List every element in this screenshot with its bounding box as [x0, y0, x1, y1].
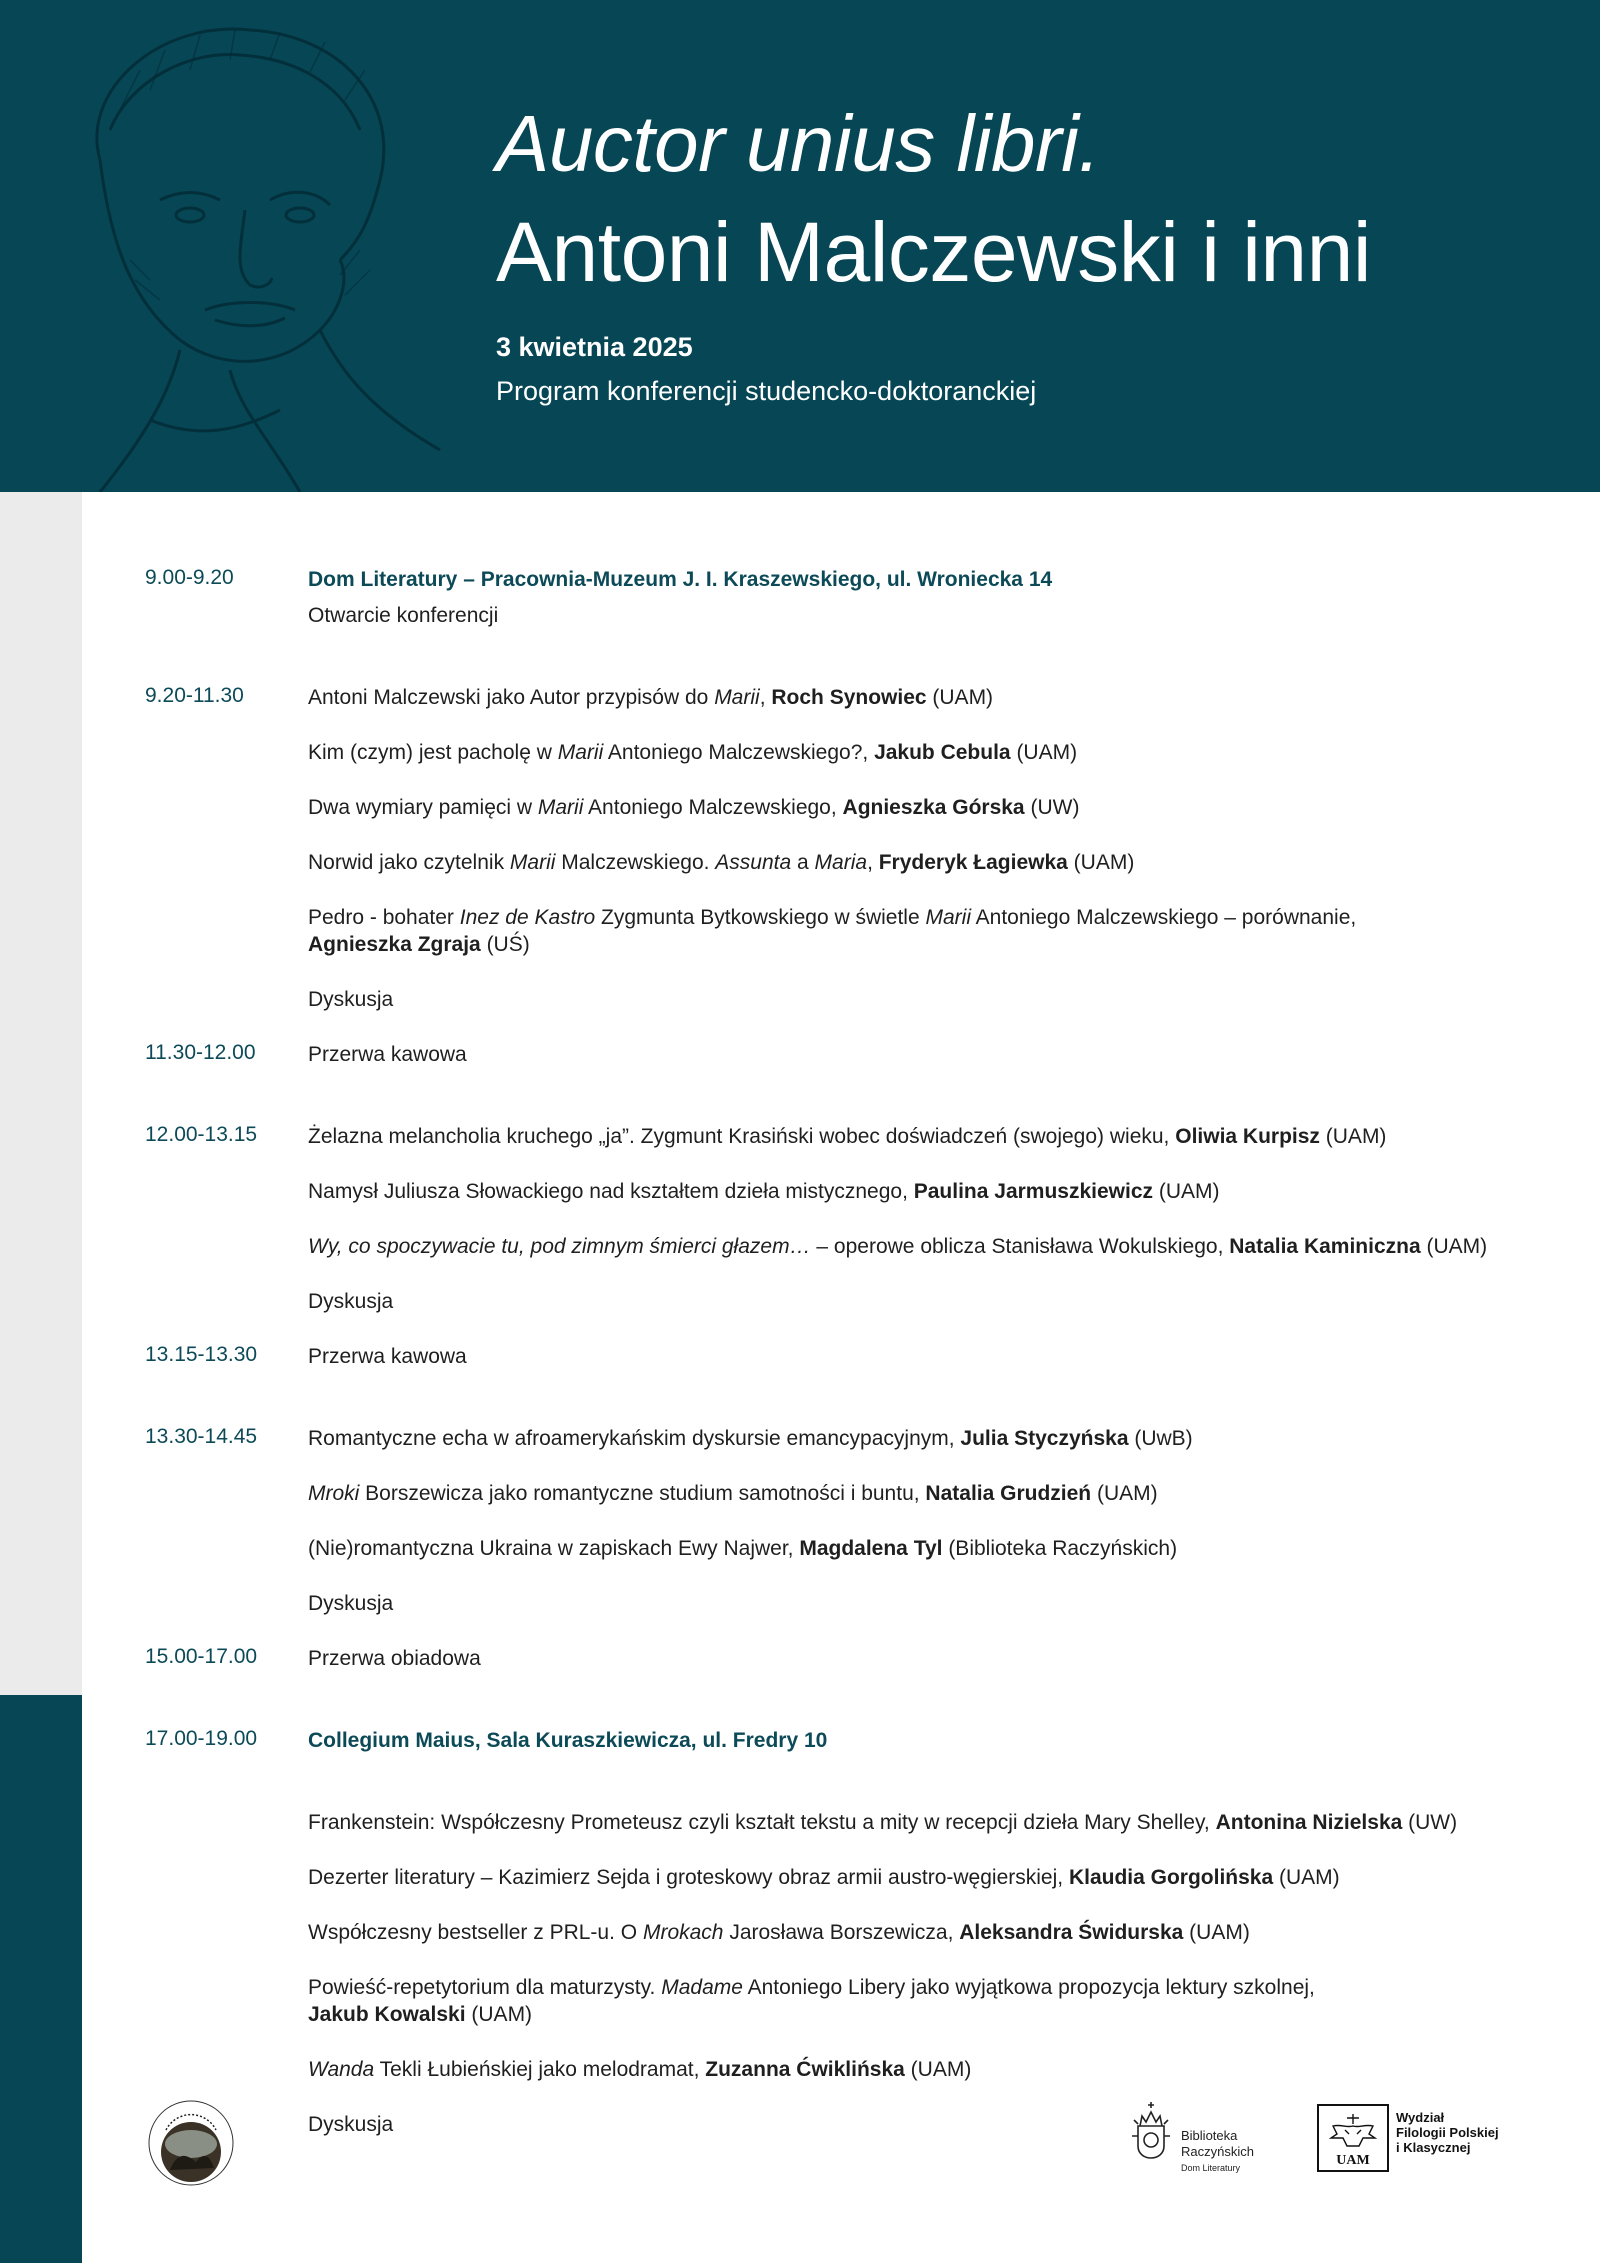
talk-item: Antoni Malczewski jako Autor przypisów do Marii, Roch Synowiec (UAM) — [308, 686, 994, 709]
venue-heading: Dom Literatury – Pracownia-Muzeum J. I. Kraszewskiego, ul. Wroniecka 14 — [308, 568, 1053, 591]
slot-time: 13.15-13.30 — [145, 1343, 258, 1366]
talk-item: Norwid jako czytelnik Marii Malczewskiego. Assunta a Maria, Fryderyk Łagiewka (UAM) — [308, 851, 1135, 874]
eagle-icon — [1319, 2106, 1387, 2170]
talk-item: Żelazna melancholia kruchego „ja”. Zygmunt Krasiński wobec doświadczeń (swojego) wieku, Oliwia Kurpisz (UAM) — [308, 1125, 1387, 1148]
uam-logo — [1317, 2104, 1389, 2172]
break-item: Przerwa obiadowa — [308, 1647, 481, 1670]
slot-time: 11.30-12.00 — [145, 1041, 256, 1064]
speaker-name: Agnieszka Zgraja — [308, 933, 481, 956]
portrait-illustration — [40, 10, 460, 492]
header-banner — [0, 0, 1600, 492]
talk-item: (Nie)romantyczna Ukraina w zapiskach Ewy Najwer, Magdalena Tyl (Biblioteka Raczyńskich) — [308, 1537, 1178, 1560]
kolo-naukowe-logo — [148, 2100, 234, 2186]
talk-item: Wy, co spoczywacie tu, pod zimnym śmierci głazem… – operowe oblicza Stanisława Wokulskiego, Natalia Kaminiczna (UAM) — [308, 1235, 1488, 1258]
event-date: 3 kwietnia 2025 — [496, 332, 693, 362]
slot-time: 12.00-13.15 — [145, 1123, 258, 1146]
schedule-slot — [82, 1727, 1582, 2138]
talk-item: Pedro - bohater Inez de Kastro Zygmunta Bytkowskiego w świetle Marii Antoniego Malczewskiego – porównanie, Agnieszka Zgraja (UŚ) — [308, 906, 1357, 956]
program-item: Otwarcie konferencji — [308, 604, 499, 627]
talk-item: Mroki Borszewicza jako romantyczne studium samotności i buntu, Natalia Grudzień (UAM) — [308, 1482, 1158, 1505]
discussion-item: Dyskusja — [308, 1592, 394, 1615]
discussion-item: Dyskusja — [308, 2113, 394, 2136]
svg-text:UAM: UAM — [1336, 2153, 1370, 2168]
speaker-name: Aleksandra Świdurska — [959, 1921, 1184, 1944]
talk-item: Frankenstein: Współczesny Prometeusz czyli kształt tekstu a mity w recepcji dzieła Mary Shelley, Antonina Nizielska (UW) — [308, 1811, 1458, 1834]
wydzial-text: Wydział Filologii Polskiej i Klasycznej — [1396, 2110, 1499, 2155]
speaker-name: Zuzanna Ćwiklińska — [705, 2058, 905, 2081]
talk-item: Wanda Tekli Łubieńskiej jako melodramat, Zuzanna Ćwiklińska (UAM) — [308, 2058, 972, 2081]
schedule-slot — [82, 1343, 1582, 1370]
speaker-name: Roch Synowiec — [771, 686, 927, 709]
speaker-name: Klaudia Gorgolińska — [1068, 1866, 1274, 1889]
discussion-item: Dyskusja — [308, 988, 394, 1011]
talk-item: Powieść-repetytorium dla maturzysty. Madame Antoniego Libery jako wyjątkowa propozycja lektury szkolnej, Jakub Kowalski (UAM) — [308, 1976, 1315, 2026]
side-band-grey — [0, 492, 82, 1695]
speaker-name: Jakub Kowalski — [308, 2003, 466, 2026]
schedule-slot — [82, 566, 1582, 629]
talk-item: Romantyczne echa w afroamerykańskim dyskursie emancypacyjnym, Julia Styczyńska (UwB) — [308, 1427, 1193, 1450]
talk-item: Kim (czym) jest pacholę w Marii Antoniego Malczewskiego?, Jakub Cebula (UAM) — [308, 741, 1078, 764]
discussion-item: Dyskusja — [308, 1290, 394, 1313]
venue-heading: Collegium Maius, Sala Kuraszkiewicza, ul. Fredry 10 — [308, 1729, 828, 1752]
program-schedule — [82, 566, 1582, 2138]
slot-time: 15.00-17.00 — [145, 1645, 258, 1668]
slot-time: 17.00-19.00 — [145, 1727, 258, 1750]
speaker-name: Agnieszka Górska — [842, 796, 1025, 819]
talk-item: Namysł Juliusza Słowackiego nad kształtem dzieła mistycznego, Paulina Jarmuszkiewicz (UAM) — [308, 1180, 1220, 1203]
talk-item: Dezerter literatury – Kazimierz Sejda i groteskowy obraz armii austro-węgierskiej, Klaudia Gorgolińska (UAM) — [308, 1866, 1340, 1889]
biblioteka-text: Biblioteka Raczyńskich Dom Literatury — [1181, 2128, 1254, 2173]
speaker-name: Antonina Nizielska — [1215, 1811, 1403, 1834]
speaker-name: Fryderyk Łagiewka — [878, 851, 1068, 874]
slot-time: 13.30-14.45 — [145, 1425, 258, 1448]
break-item: Przerwa kawowa — [308, 1345, 467, 1368]
speaker-name: Natalia Grudzień — [925, 1482, 1092, 1505]
slot-time: 9.20-11.30 — [145, 684, 244, 707]
side-band-teal — [0, 1695, 82, 2263]
break-item: Przerwa kawowa — [308, 1043, 467, 1066]
slot-time: 9.00-9.20 — [145, 566, 234, 589]
talk-item: Dwa wymiary pamięci w Marii Antoniego Malczewskiego, Agnieszka Górska (UW) — [308, 796, 1080, 819]
schedule-slot — [82, 1123, 1582, 1315]
speaker-name: Jakub Cebula — [874, 741, 1011, 764]
schedule-slot — [82, 1645, 1582, 1672]
speaker-name: Magdalena Tyl — [799, 1537, 943, 1560]
speaker-name: Paulina Jarmuszkiewicz — [913, 1180, 1154, 1203]
speaker-name: Julia Styczyńska — [960, 1427, 1129, 1450]
schedule-slot — [82, 684, 1582, 1013]
title-line-2: Antoni Malczewski i inni — [496, 205, 1372, 299]
schedule-slot — [82, 1425, 1582, 1617]
title-line-1: Auctor unius libri. — [496, 99, 1101, 188]
speaker-name: Natalia Kaminiczna — [1229, 1235, 1421, 1258]
talk-item: Współczesny bestseller z PRL-u. O Mrokach Jarosława Borszewicza, Aleksandra Świdurska (UAM) — [308, 1921, 1250, 1944]
event-subtitle: Program konferencji studencko-doktoranckiej — [496, 376, 1037, 406]
schedule-slot — [82, 1041, 1582, 1068]
speaker-name: Oliwia Kurpisz — [1175, 1125, 1320, 1148]
